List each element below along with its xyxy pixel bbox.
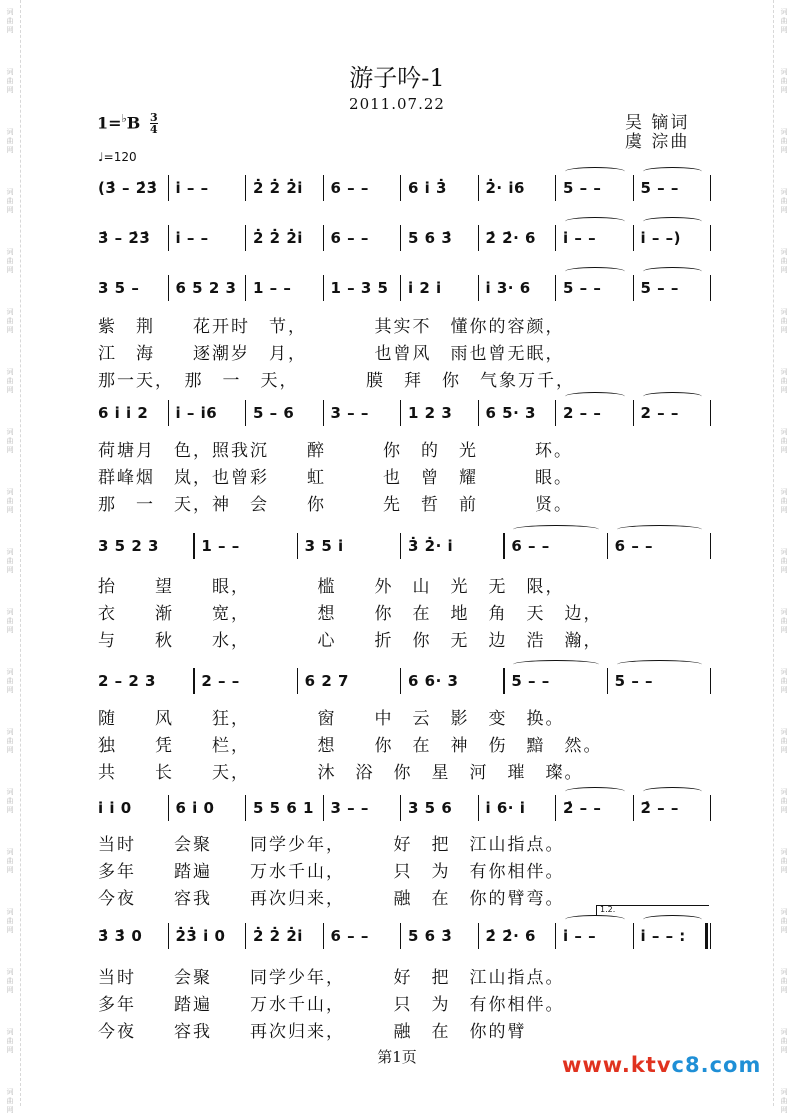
bar-line xyxy=(245,923,246,949)
lyric-line: 今夜 容我 再次归来， 融 在 你的臂 xyxy=(98,1022,527,1042)
tie-arc xyxy=(643,392,703,401)
page-number: 第1页 xyxy=(377,1048,417,1066)
tie-arc xyxy=(617,525,702,534)
bar-line xyxy=(607,668,608,694)
bar-line xyxy=(297,533,298,559)
bar-line xyxy=(710,275,711,301)
side-watermark-mark: 词 曲 网 xyxy=(780,788,788,814)
side-watermark-mark: 词 曲 网 xyxy=(780,908,788,934)
bar-line xyxy=(400,275,401,301)
measure-notes: i i 0 xyxy=(98,799,132,817)
tie-arc xyxy=(643,217,703,226)
side-watermark-mark: 词 曲 网 xyxy=(6,968,14,994)
bar-line xyxy=(323,225,324,251)
measure-notes: 2 – – xyxy=(563,404,602,422)
measure-notes: 1 2 3 xyxy=(408,404,453,422)
bar-line xyxy=(400,923,401,949)
side-watermark-mark: 词 曲 网 xyxy=(6,728,14,754)
measure-notes: 3 5 i xyxy=(304,537,344,555)
measure-notes: (3̇ – 2̇3̇ xyxy=(98,179,158,197)
measure-notes: 5 – 6 xyxy=(253,404,295,422)
measure-notes: 2̇· i6 xyxy=(485,179,525,197)
measure-notes: 5 – – xyxy=(640,179,679,197)
bar-line xyxy=(710,795,711,821)
measure-notes: 6 6· 3 xyxy=(408,672,459,690)
measure-notes: 6 i i 2 xyxy=(98,404,149,422)
side-watermark-mark: 词 曲 网 xyxy=(780,668,788,694)
bar-line xyxy=(400,400,401,426)
composer-credit: 虞 淙曲 xyxy=(625,132,690,152)
bar-line xyxy=(633,275,634,301)
measure-notes: 5 6 3̇ xyxy=(408,229,453,247)
bar-line xyxy=(478,400,479,426)
tie-arc xyxy=(565,217,625,226)
lyric-line: 荷塘月 色，照我沉 醉 你 的 光 环。 xyxy=(98,441,573,461)
side-watermark-mark: 词 曲 网 xyxy=(6,788,14,814)
measure-notes: 6 i 0 xyxy=(175,799,215,817)
side-watermark-mark: 词 曲 网 xyxy=(780,68,788,94)
side-watermark-mark: 词 曲 网 xyxy=(6,368,14,394)
measure-notes: 6 – – xyxy=(511,537,550,555)
measure-notes: 3 5 6 xyxy=(408,799,453,817)
site-watermark: www.ktvc8.com xyxy=(562,1053,762,1077)
measure-notes: 6 5· 3 xyxy=(485,404,536,422)
measure-notes: 2̇ – – xyxy=(640,799,679,817)
left-margin-strip xyxy=(0,0,21,1114)
bar-line xyxy=(245,275,246,301)
lyric-line: 多年 踏遍 万水千山， 只 为 有你相伴。 xyxy=(98,995,565,1015)
bar-line xyxy=(555,400,556,426)
side-watermark-mark: 词 曲 网 xyxy=(6,488,14,514)
bar-line xyxy=(168,225,169,251)
tie-arc xyxy=(565,915,625,924)
measure-notes: 2 – – xyxy=(640,404,679,422)
measure-notes: 6 – – xyxy=(614,537,654,555)
lyric-line: 紫 荆 花开时 节， 其实不 懂你的容颜， xyxy=(98,317,565,337)
bar-line xyxy=(245,175,246,201)
side-watermark-mark: 词 曲 网 xyxy=(780,1088,788,1114)
tie-arc xyxy=(643,267,703,276)
measure-notes: i 3· 6 xyxy=(485,279,531,297)
tempo-mark: ♩=120 xyxy=(98,150,137,164)
bar-line xyxy=(193,668,194,694)
side-watermark-mark: 词 曲 网 xyxy=(780,248,788,274)
side-watermark-mark: 词 曲 网 xyxy=(6,68,14,94)
bar-line xyxy=(297,668,298,694)
bar-line xyxy=(400,668,401,694)
measure-notes: 2̇ 2̇ 2̇i xyxy=(253,179,303,197)
bar-line xyxy=(168,275,169,301)
notation-line xyxy=(90,923,720,951)
lyric-line: 江 海 逐潮岁 月， 也曾风 雨也曾无眠， xyxy=(98,344,565,364)
measure-notes: 5 – – xyxy=(563,179,602,197)
bar-line xyxy=(478,275,479,301)
measure-notes: i – – xyxy=(563,229,597,247)
side-watermark-mark: 词 曲 网 xyxy=(6,548,14,574)
lyricist-credit: 吴 镝词 xyxy=(625,113,690,133)
bar-line xyxy=(710,225,711,251)
side-watermark-mark: 词 曲 网 xyxy=(6,908,14,934)
measure-notes: 2 – – xyxy=(201,672,240,690)
bar-line xyxy=(245,795,246,821)
measure-notes: 6 – – xyxy=(330,229,369,247)
side-watermark-mark: 词 曲 网 xyxy=(6,1028,14,1054)
measure-notes: 3̇ 3̇ 0 xyxy=(98,927,143,945)
bar-line xyxy=(633,795,634,821)
side-watermark-mark: 词 曲 网 xyxy=(780,488,788,514)
volta-bracket: 1.2. xyxy=(596,905,709,916)
side-watermark-mark: 词 曲 网 xyxy=(6,428,14,454)
bar-line xyxy=(503,533,504,559)
bar-line xyxy=(607,533,608,559)
lyric-line: 群峰烟 岚，也曾彩 虹 也 曾 耀 眼。 xyxy=(98,468,573,488)
side-watermark-mark: 词 曲 网 xyxy=(6,248,14,274)
measure-notes: 6 2 7 xyxy=(304,672,349,690)
lyric-line: 当时 会聚 同学少年， 好 把 江山指点。 xyxy=(98,968,565,988)
bar-line xyxy=(555,795,556,821)
side-watermark-mark: 词 曲 网 xyxy=(6,668,14,694)
lyric-line: 与 秋 水， 心 折 你 无 边 浩 瀚， xyxy=(98,631,603,651)
bar-line xyxy=(400,533,401,559)
bar-line xyxy=(555,923,556,949)
notation-line xyxy=(90,275,720,303)
measure-notes: 3̇ 2̇· i xyxy=(408,537,454,555)
tie-arc xyxy=(643,167,703,176)
measure-notes: i 6· i xyxy=(485,799,526,817)
tie-arc xyxy=(565,392,625,401)
side-watermark-mark: 词 曲 网 xyxy=(780,428,788,454)
measure-notes: 6 5 2 3 xyxy=(175,279,237,297)
tie-arc xyxy=(565,787,625,796)
lyric-line: 今夜 容我 再次归来， 融 在 你的臂弯。 xyxy=(98,889,565,909)
measure-notes: 5 – – xyxy=(563,279,602,297)
side-watermark-mark: 词 曲 网 xyxy=(780,1028,788,1054)
side-watermark-mark: 词 曲 网 xyxy=(6,848,14,874)
bar-line xyxy=(400,175,401,201)
side-watermark-mark: 词 曲 网 xyxy=(780,368,788,394)
side-watermark-mark: 词 曲 网 xyxy=(780,848,788,874)
key-signature: 1=♭B xyxy=(97,112,141,133)
side-watermark-mark: 词 曲 网 xyxy=(780,128,788,154)
side-watermark-mark: 词 曲 网 xyxy=(780,968,788,994)
notation-line xyxy=(90,400,720,428)
measure-notes: 6 – – xyxy=(330,179,369,197)
bar-line xyxy=(478,795,479,821)
measure-notes: 2̇3̇ i 0 xyxy=(175,927,226,945)
time-signature: 3 4 xyxy=(150,111,158,136)
tie-arc xyxy=(643,787,703,796)
measure-notes: 2̇ – – xyxy=(563,799,602,817)
bar-line xyxy=(633,175,634,201)
bar-line xyxy=(710,923,711,949)
bar-line xyxy=(168,175,169,201)
bar-line xyxy=(245,225,246,251)
measure-notes: 1 – 3 5 xyxy=(330,279,389,297)
side-watermark-mark: 词 曲 网 xyxy=(6,8,14,34)
measure-notes: 3 5 – xyxy=(98,279,140,297)
bar-line xyxy=(193,533,194,559)
side-watermark-mark: 词 曲 网 xyxy=(6,308,14,334)
bar-line xyxy=(323,175,324,201)
song-date: 2011.07.22 xyxy=(349,95,445,113)
measure-notes: 5 – – xyxy=(640,279,679,297)
tie-arc xyxy=(513,525,598,534)
measure-notes: i 2 i xyxy=(408,279,442,297)
notation-line xyxy=(90,533,720,561)
notation-line xyxy=(90,795,720,823)
bar-line xyxy=(710,175,711,201)
lyric-line: 共 长 天， 沐 浴 你 星 河 璀 璨。 xyxy=(98,763,584,783)
lyric-line: 抬 望 眼， 槛 外 山 光 无 限， xyxy=(98,577,565,597)
measure-notes: 1 – – xyxy=(253,279,292,297)
bar-line xyxy=(323,795,324,821)
side-watermark-mark: 词 曲 网 xyxy=(6,128,14,154)
side-watermark-mark: 词 曲 网 xyxy=(780,548,788,574)
side-watermark-mark: 词 曲 网 xyxy=(6,188,14,214)
bar-line xyxy=(633,225,634,251)
tie-arc xyxy=(617,660,702,669)
side-watermark-mark: 词 曲 网 xyxy=(780,608,788,634)
measure-notes: 2̇ 2̇· 6 xyxy=(485,927,536,945)
measure-notes: 2̇ 2̇· 6 xyxy=(485,229,536,247)
measure-notes: i – – : xyxy=(640,927,686,945)
bar-line xyxy=(400,225,401,251)
side-watermark-mark: 词 曲 网 xyxy=(780,308,788,334)
measure-notes: i – –) xyxy=(640,229,681,247)
side-watermark-mark: 词 曲 网 xyxy=(780,728,788,754)
measure-notes: 3 – – xyxy=(330,799,369,817)
bar-line xyxy=(710,400,711,426)
bar-line xyxy=(478,225,479,251)
measure-notes: 2̇ 2̇ 2̇i xyxy=(253,927,303,945)
measure-notes: 3 – – xyxy=(330,404,369,422)
bar-line xyxy=(478,923,479,949)
side-watermark-mark: 词 曲 网 xyxy=(6,1088,14,1114)
measure-notes: 5 – – xyxy=(511,672,550,690)
side-watermark-mark: 词 曲 网 xyxy=(780,8,788,34)
bar-line xyxy=(555,275,556,301)
bar-line xyxy=(168,400,169,426)
tie-arc xyxy=(513,660,598,669)
bar-line xyxy=(710,668,711,694)
measure-notes: i – – xyxy=(175,229,209,247)
bar-line xyxy=(323,923,324,949)
measure-notes: 3 5 2 3 xyxy=(98,537,159,555)
final-bar-line xyxy=(705,923,708,949)
notation-line xyxy=(90,175,720,203)
lyric-line: 多年 踏遍 万水千山， 只 为 有你相伴。 xyxy=(98,862,565,882)
measure-notes: 6 – – xyxy=(330,927,369,945)
bar-line xyxy=(400,795,401,821)
bar-line xyxy=(633,400,634,426)
lyric-line: 衣 渐 宽， 想 你 在 地 角 天 边， xyxy=(98,604,603,624)
notation-line xyxy=(90,225,720,253)
bar-line xyxy=(710,533,711,559)
bar-line xyxy=(323,275,324,301)
lyric-line: 那 一 天，神 会 你 先 哲 前 贤。 xyxy=(98,495,573,515)
tie-arc xyxy=(565,167,625,176)
bar-line xyxy=(633,923,634,949)
measure-notes: i – – xyxy=(175,179,209,197)
bar-line xyxy=(503,668,504,694)
right-margin-strip xyxy=(773,0,794,1114)
measure-notes: 5 5 6 1 xyxy=(253,799,314,817)
side-watermark-mark: 词 曲 网 xyxy=(6,608,14,634)
measure-notes: i – i6 xyxy=(175,404,218,422)
side-watermark-mark: 词 曲 网 xyxy=(780,188,788,214)
tie-arc xyxy=(565,267,625,276)
notation-line xyxy=(90,668,720,696)
measure-notes: 5 – – xyxy=(614,672,654,690)
tie-arc xyxy=(643,915,703,924)
measure-notes: i – – xyxy=(563,927,597,945)
measure-notes: 1 – – xyxy=(201,537,240,555)
measure-notes: 2 – 2 3 xyxy=(98,672,156,690)
bar-line xyxy=(168,795,169,821)
measure-notes: 3̇ – 2̇3̇ xyxy=(98,229,151,247)
bar-line xyxy=(168,923,169,949)
measure-notes: 6 i 3̇ xyxy=(408,179,447,197)
bar-line xyxy=(555,225,556,251)
lyric-line: 随 风 狂， 窗 中 云 影 变 换。 xyxy=(98,709,565,729)
bar-line xyxy=(478,175,479,201)
bar-line xyxy=(245,400,246,426)
lyric-line: 当时 会聚 同学少年， 好 把 江山指点。 xyxy=(98,835,565,855)
bar-line xyxy=(323,400,324,426)
measure-notes: 5 6 3̇ xyxy=(408,927,453,945)
song-title: 游子吟-1 xyxy=(349,64,445,92)
lyric-line: 那一天， 那 一 天， 膜 拜 你 气象万千， xyxy=(98,371,575,391)
bar-line xyxy=(555,175,556,201)
lyric-line: 独 凭 栏， 想 你 在 神 伤 黯 然。 xyxy=(98,736,603,756)
measure-notes: 2̇ 2̇ 2̇i xyxy=(253,229,303,247)
